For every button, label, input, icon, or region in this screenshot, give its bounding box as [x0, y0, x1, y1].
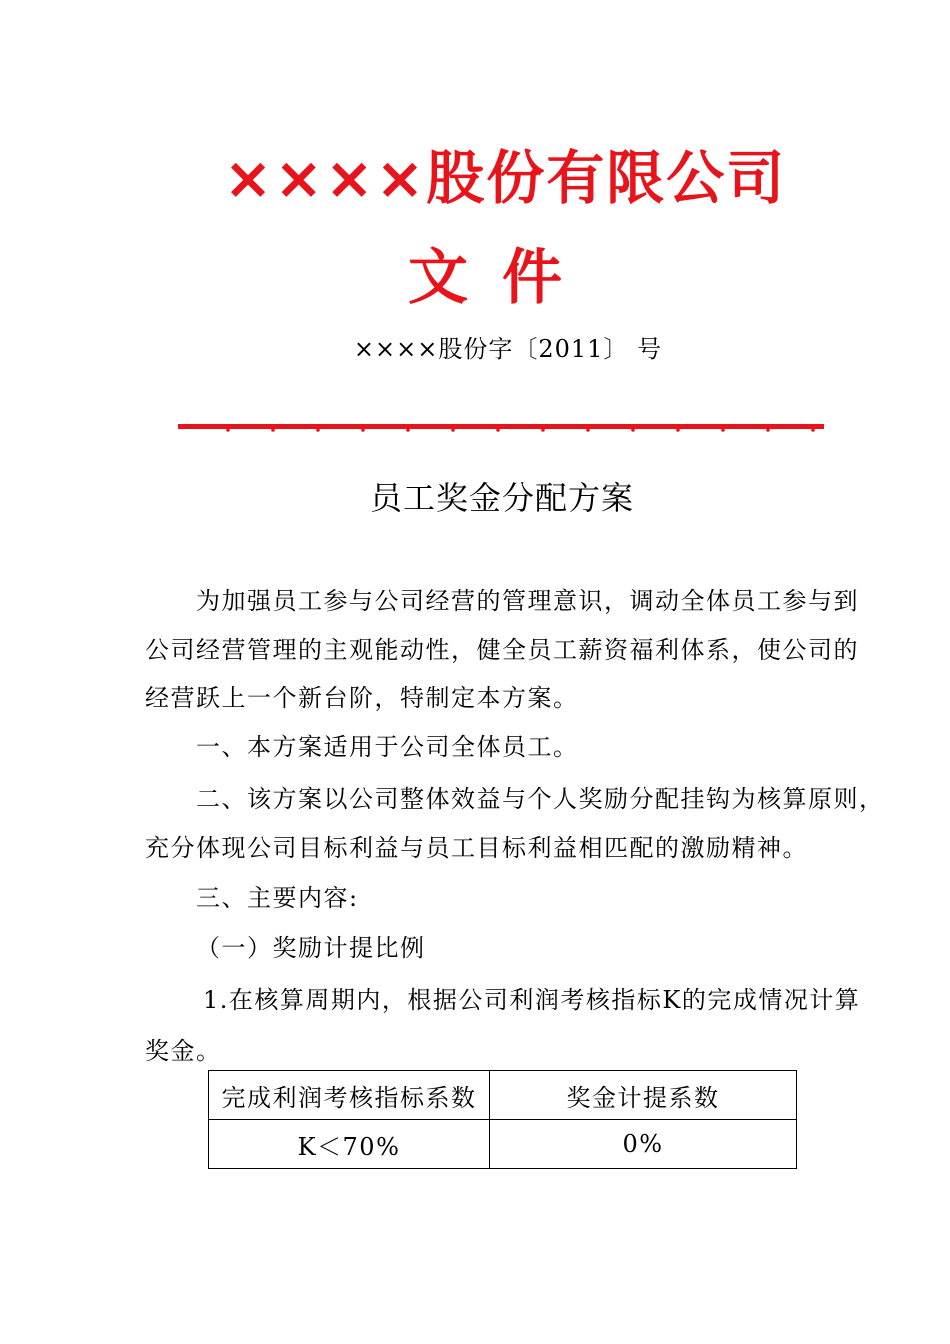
rule-dot [766, 428, 770, 432]
company-title: ××××股份有限公司 [223, 144, 787, 212]
rule-dot [811, 428, 815, 432]
paragraph-line: 二、该方案以公司整体效益与个人奖励分配挂钩为核算原则， [196, 785, 885, 813]
rule-dot [676, 428, 680, 432]
document-type-title: 文件 [408, 243, 596, 313]
rule-dot [541, 428, 545, 432]
rule-dot [451, 428, 455, 432]
rule-dot [586, 428, 590, 432]
table-header-cell: 奖金计提系数 [490, 1071, 797, 1120]
rule-dot [316, 428, 320, 432]
rule-dot [271, 428, 275, 432]
paragraph-line: 三、主要内容: [196, 884, 359, 912]
table-header-cell: 完成利润考核指标系数 [209, 1071, 490, 1120]
rule-dot [361, 428, 365, 432]
table-cell: K＜70% [209, 1120, 490, 1169]
paragraph-line: （一）奖励计提比例 [196, 934, 426, 962]
red-header-rule [178, 421, 824, 433]
table-header-row [209, 1071, 797, 1120]
paragraph-line: 奖金。 [145, 1037, 222, 1065]
document-title: 员工奖金分配方案 [369, 479, 634, 517]
paragraph-line: 为加强员工参与公司经营的管理意识，调动全体员工参与到 [196, 587, 859, 615]
bonus-ratio-table [208, 1070, 797, 1169]
paragraph-line: 经营跃上一个新台阶，特制定本方案。 [145, 684, 579, 712]
paragraph-line: 一、本方案适用于公司全体员工。 [196, 733, 579, 761]
paragraph-line: 公司经营管理的主观能动性，健全员工薪资福利体系，使公司的 [145, 636, 859, 664]
table-row [209, 1120, 797, 1169]
document-number: ××××股份字〔2011〕 号 [353, 335, 663, 363]
rule-dot [721, 428, 725, 432]
table-cell: 0% [490, 1120, 797, 1169]
paragraph-line: 充分体现公司目标利益与员工目标利益相匹配的激励精神。 [145, 834, 808, 862]
paragraph-line: 1.在核算周期内，根据公司利润考核指标K的完成情况计算 [203, 986, 861, 1014]
rule-dot [406, 428, 410, 432]
rule-dot [226, 428, 230, 432]
rule-dot [496, 428, 500, 432]
rule-dot [631, 428, 635, 432]
